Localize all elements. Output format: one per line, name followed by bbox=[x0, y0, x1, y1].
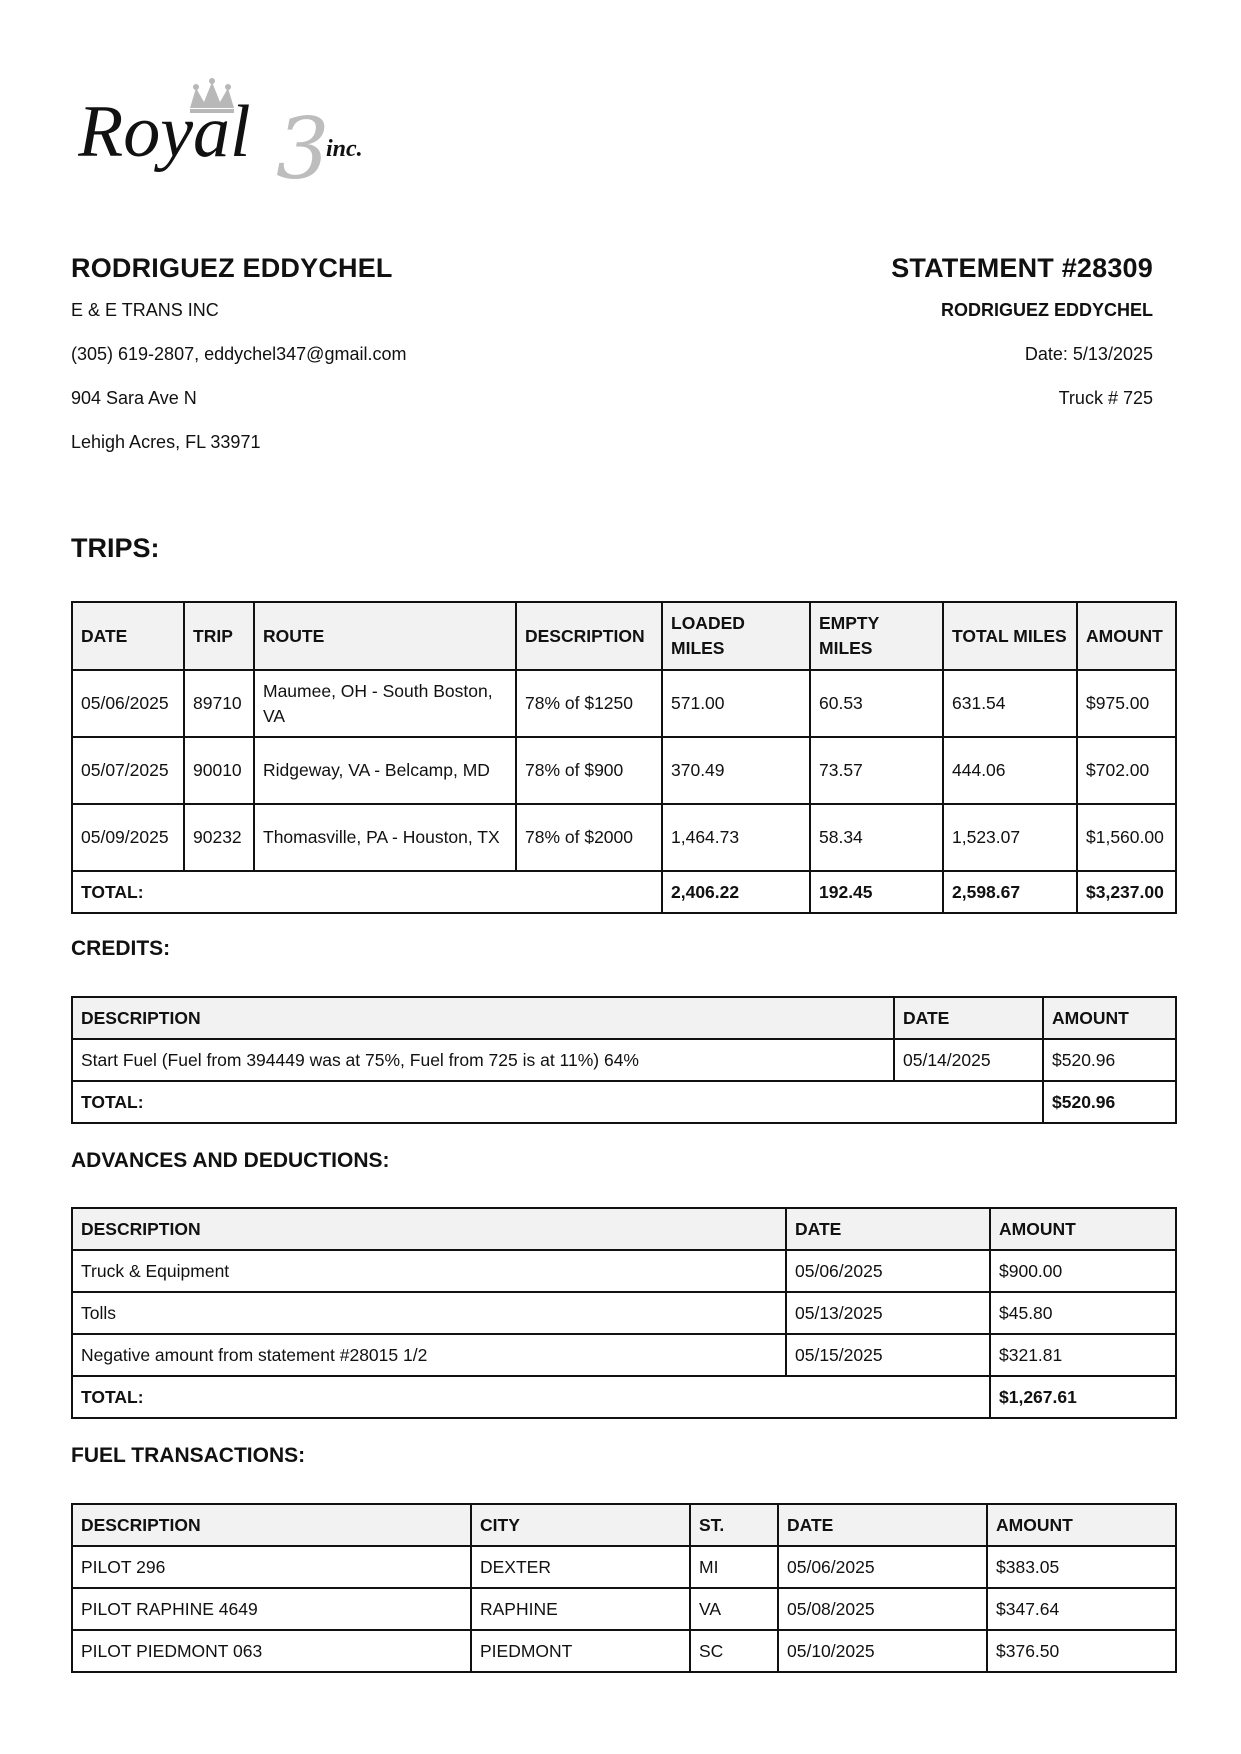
col-description: DESCRIPTION bbox=[516, 602, 662, 670]
total-empty-miles: 192.45 bbox=[810, 871, 943, 913]
cell-city: DEXTER bbox=[471, 1546, 690, 1588]
trips-total-row bbox=[72, 871, 1176, 913]
svg-text:3: 3 bbox=[276, 100, 330, 193]
royal3-logo-icon bbox=[78, 78, 398, 193]
col-empty-miles: EMPTY MILES bbox=[810, 602, 943, 670]
total-label: TOTAL: bbox=[72, 1376, 990, 1418]
credits-heading: CREDITS: bbox=[71, 937, 171, 960]
cell-state: MI bbox=[690, 1546, 778, 1588]
col-state: ST. bbox=[690, 1504, 778, 1546]
statement-number: STATEMENT #28309 bbox=[891, 253, 1153, 283]
cell-loaded-miles: 370.49 bbox=[662, 737, 810, 804]
cell-date: 05/15/2025 bbox=[786, 1334, 990, 1376]
col-description: DESCRIPTION bbox=[72, 997, 894, 1039]
table-row bbox=[72, 1546, 1176, 1588]
cell-description: PILOT PIEDMONT 063 bbox=[72, 1630, 471, 1672]
cell-empty-miles: 60.53 bbox=[810, 670, 943, 737]
col-date: DATE bbox=[778, 1504, 987, 1546]
cell-state: SC bbox=[690, 1630, 778, 1672]
table-row bbox=[72, 1588, 1176, 1630]
col-description: DESCRIPTION bbox=[72, 1208, 786, 1250]
fuel-heading: FUEL TRANSACTIONS: bbox=[71, 1444, 306, 1467]
company-logo bbox=[78, 78, 398, 193]
total-miles: 2,598.67 bbox=[943, 871, 1077, 913]
cell-trip: 90010 bbox=[184, 737, 254, 804]
cell-total-miles: 444.06 bbox=[943, 737, 1077, 804]
cell-trip: 90232 bbox=[184, 804, 254, 871]
cell-route: Maumee, OH - South Boston, VA bbox=[254, 670, 516, 737]
cell-amount: $900.00 bbox=[990, 1250, 1176, 1292]
cell-date: 05/08/2025 bbox=[778, 1588, 987, 1630]
table-row bbox=[72, 670, 1176, 737]
cell-amount: $347.64 bbox=[987, 1588, 1176, 1630]
cell-loaded-miles: 571.00 bbox=[662, 670, 810, 737]
cell-amount: $975.00 bbox=[1077, 670, 1176, 737]
credits-total-row bbox=[72, 1081, 1176, 1123]
total-loaded-miles: 2,406.22 bbox=[662, 871, 810, 913]
cell-description: Start Fuel (Fuel from 394449 was at 75%, Fuel from 725 is at 11%) 64% bbox=[72, 1039, 894, 1081]
trips-table bbox=[71, 601, 1177, 914]
cell-amount: $321.81 bbox=[990, 1334, 1176, 1376]
credits-table bbox=[71, 996, 1177, 1124]
cell-date: 05/07/2025 bbox=[72, 737, 184, 804]
statement-driver-name: RODRIGUEZ EDDYCHEL bbox=[940, 300, 1153, 320]
statement-date: Date: 5/13/2025 bbox=[1024, 344, 1153, 364]
total-amount: $3,237.00 bbox=[1077, 871, 1176, 913]
advances-header-row bbox=[72, 1208, 1176, 1250]
total-amount: $1,267.61 bbox=[990, 1376, 1176, 1418]
cell-amount: $520.96 bbox=[1043, 1039, 1176, 1081]
col-amount: AMOUNT bbox=[1077, 602, 1176, 670]
cell-total-miles: 1,523.07 bbox=[943, 804, 1077, 871]
fuel-header-row bbox=[72, 1504, 1176, 1546]
cell-route: Ridgeway, VA - Belcamp, MD bbox=[254, 737, 516, 804]
trips-header-row bbox=[72, 602, 1176, 670]
cell-route: Thomasville, PA - Houston, TX bbox=[254, 804, 516, 871]
driver-name: RODRIGUEZ EDDYCHEL bbox=[71, 253, 393, 283]
cell-description: 78% of $1250 bbox=[516, 670, 662, 737]
cell-empty-miles: 73.57 bbox=[810, 737, 943, 804]
trips-heading: TRIPS: bbox=[71, 533, 160, 563]
carrier-info bbox=[71, 248, 631, 464]
cell-description: 78% of $900 bbox=[516, 737, 662, 804]
table-row bbox=[72, 1630, 1176, 1672]
cell-date: 05/06/2025 bbox=[72, 670, 184, 737]
col-trip: TRIP bbox=[184, 602, 254, 670]
cell-date: 05/06/2025 bbox=[786, 1250, 990, 1292]
address-line-2: Lehigh Acres, FL 33971 bbox=[71, 432, 261, 452]
table-row bbox=[72, 737, 1176, 804]
col-amount: AMOUNT bbox=[990, 1208, 1176, 1250]
col-amount: AMOUNT bbox=[1043, 997, 1176, 1039]
total-label: TOTAL: bbox=[72, 1081, 1043, 1123]
address-line-1: 904 Sara Ave N bbox=[71, 388, 197, 408]
advances-total-row bbox=[72, 1376, 1176, 1418]
cell-amount: $376.50 bbox=[987, 1630, 1176, 1672]
table-row bbox=[72, 1292, 1176, 1334]
col-total-miles: TOTAL MILES bbox=[943, 602, 1077, 670]
cell-description: Tolls bbox=[72, 1292, 786, 1334]
col-loaded-miles: LOADED MILES bbox=[662, 602, 810, 670]
statement-info bbox=[593, 248, 1153, 420]
credits-header-row bbox=[72, 997, 1176, 1039]
cell-amount: $45.80 bbox=[990, 1292, 1176, 1334]
cell-description: PILOT RAPHINE 4649 bbox=[72, 1588, 471, 1630]
cell-description: PILOT 296 bbox=[72, 1546, 471, 1588]
col-amount: AMOUNT bbox=[987, 1504, 1176, 1546]
cell-city: PIEDMONT bbox=[471, 1630, 690, 1672]
cell-empty-miles: 58.34 bbox=[810, 804, 943, 871]
cell-trip: 89710 bbox=[184, 670, 254, 737]
cell-city: RAPHINE bbox=[471, 1588, 690, 1630]
cell-date: 05/14/2025 bbox=[894, 1039, 1043, 1081]
company-name: E & E TRANS INC bbox=[71, 300, 219, 320]
cell-state: VA bbox=[690, 1588, 778, 1630]
cell-loaded-miles: 1,464.73 bbox=[662, 804, 810, 871]
table-row bbox=[72, 1334, 1176, 1376]
cell-date: 05/10/2025 bbox=[778, 1630, 987, 1672]
table-row bbox=[72, 1039, 1176, 1081]
fuel-table bbox=[71, 1503, 1177, 1673]
cell-description: 78% of $2000 bbox=[516, 804, 662, 871]
contact-info: (305) 619-2807, eddychel347@gmail.com bbox=[71, 344, 407, 364]
col-description: DESCRIPTION bbox=[72, 1504, 471, 1546]
advances-table bbox=[71, 1207, 1177, 1419]
cell-date: 05/06/2025 bbox=[778, 1546, 987, 1588]
cell-description: Truck & Equipment bbox=[72, 1250, 786, 1292]
cell-amount: $1,560.00 bbox=[1077, 804, 1176, 871]
cell-amount: $702.00 bbox=[1077, 737, 1176, 804]
truck-number: Truck # 725 bbox=[1058, 388, 1153, 408]
col-route: ROUTE bbox=[254, 602, 516, 670]
cell-date: 05/09/2025 bbox=[72, 804, 184, 871]
total-label: TOTAL: bbox=[72, 871, 662, 913]
cell-date: 05/13/2025 bbox=[786, 1292, 990, 1334]
table-row bbox=[72, 1250, 1176, 1292]
cell-amount: $383.05 bbox=[987, 1546, 1176, 1588]
svg-text:inc.: inc. bbox=[326, 136, 363, 162]
svg-text:Royal: Royal bbox=[78, 91, 251, 173]
cell-total-miles: 631.54 bbox=[943, 670, 1077, 737]
col-date: DATE bbox=[894, 997, 1043, 1039]
col-date: DATE bbox=[786, 1208, 990, 1250]
advances-heading: ADVANCES AND DEDUCTIONS: bbox=[71, 1149, 390, 1172]
cell-description: Negative amount from statement #28015 1/2 bbox=[72, 1334, 786, 1376]
total-amount: $520.96 bbox=[1043, 1081, 1176, 1123]
col-city: CITY bbox=[471, 1504, 690, 1546]
col-date: DATE bbox=[72, 602, 184, 670]
table-row bbox=[72, 804, 1176, 871]
